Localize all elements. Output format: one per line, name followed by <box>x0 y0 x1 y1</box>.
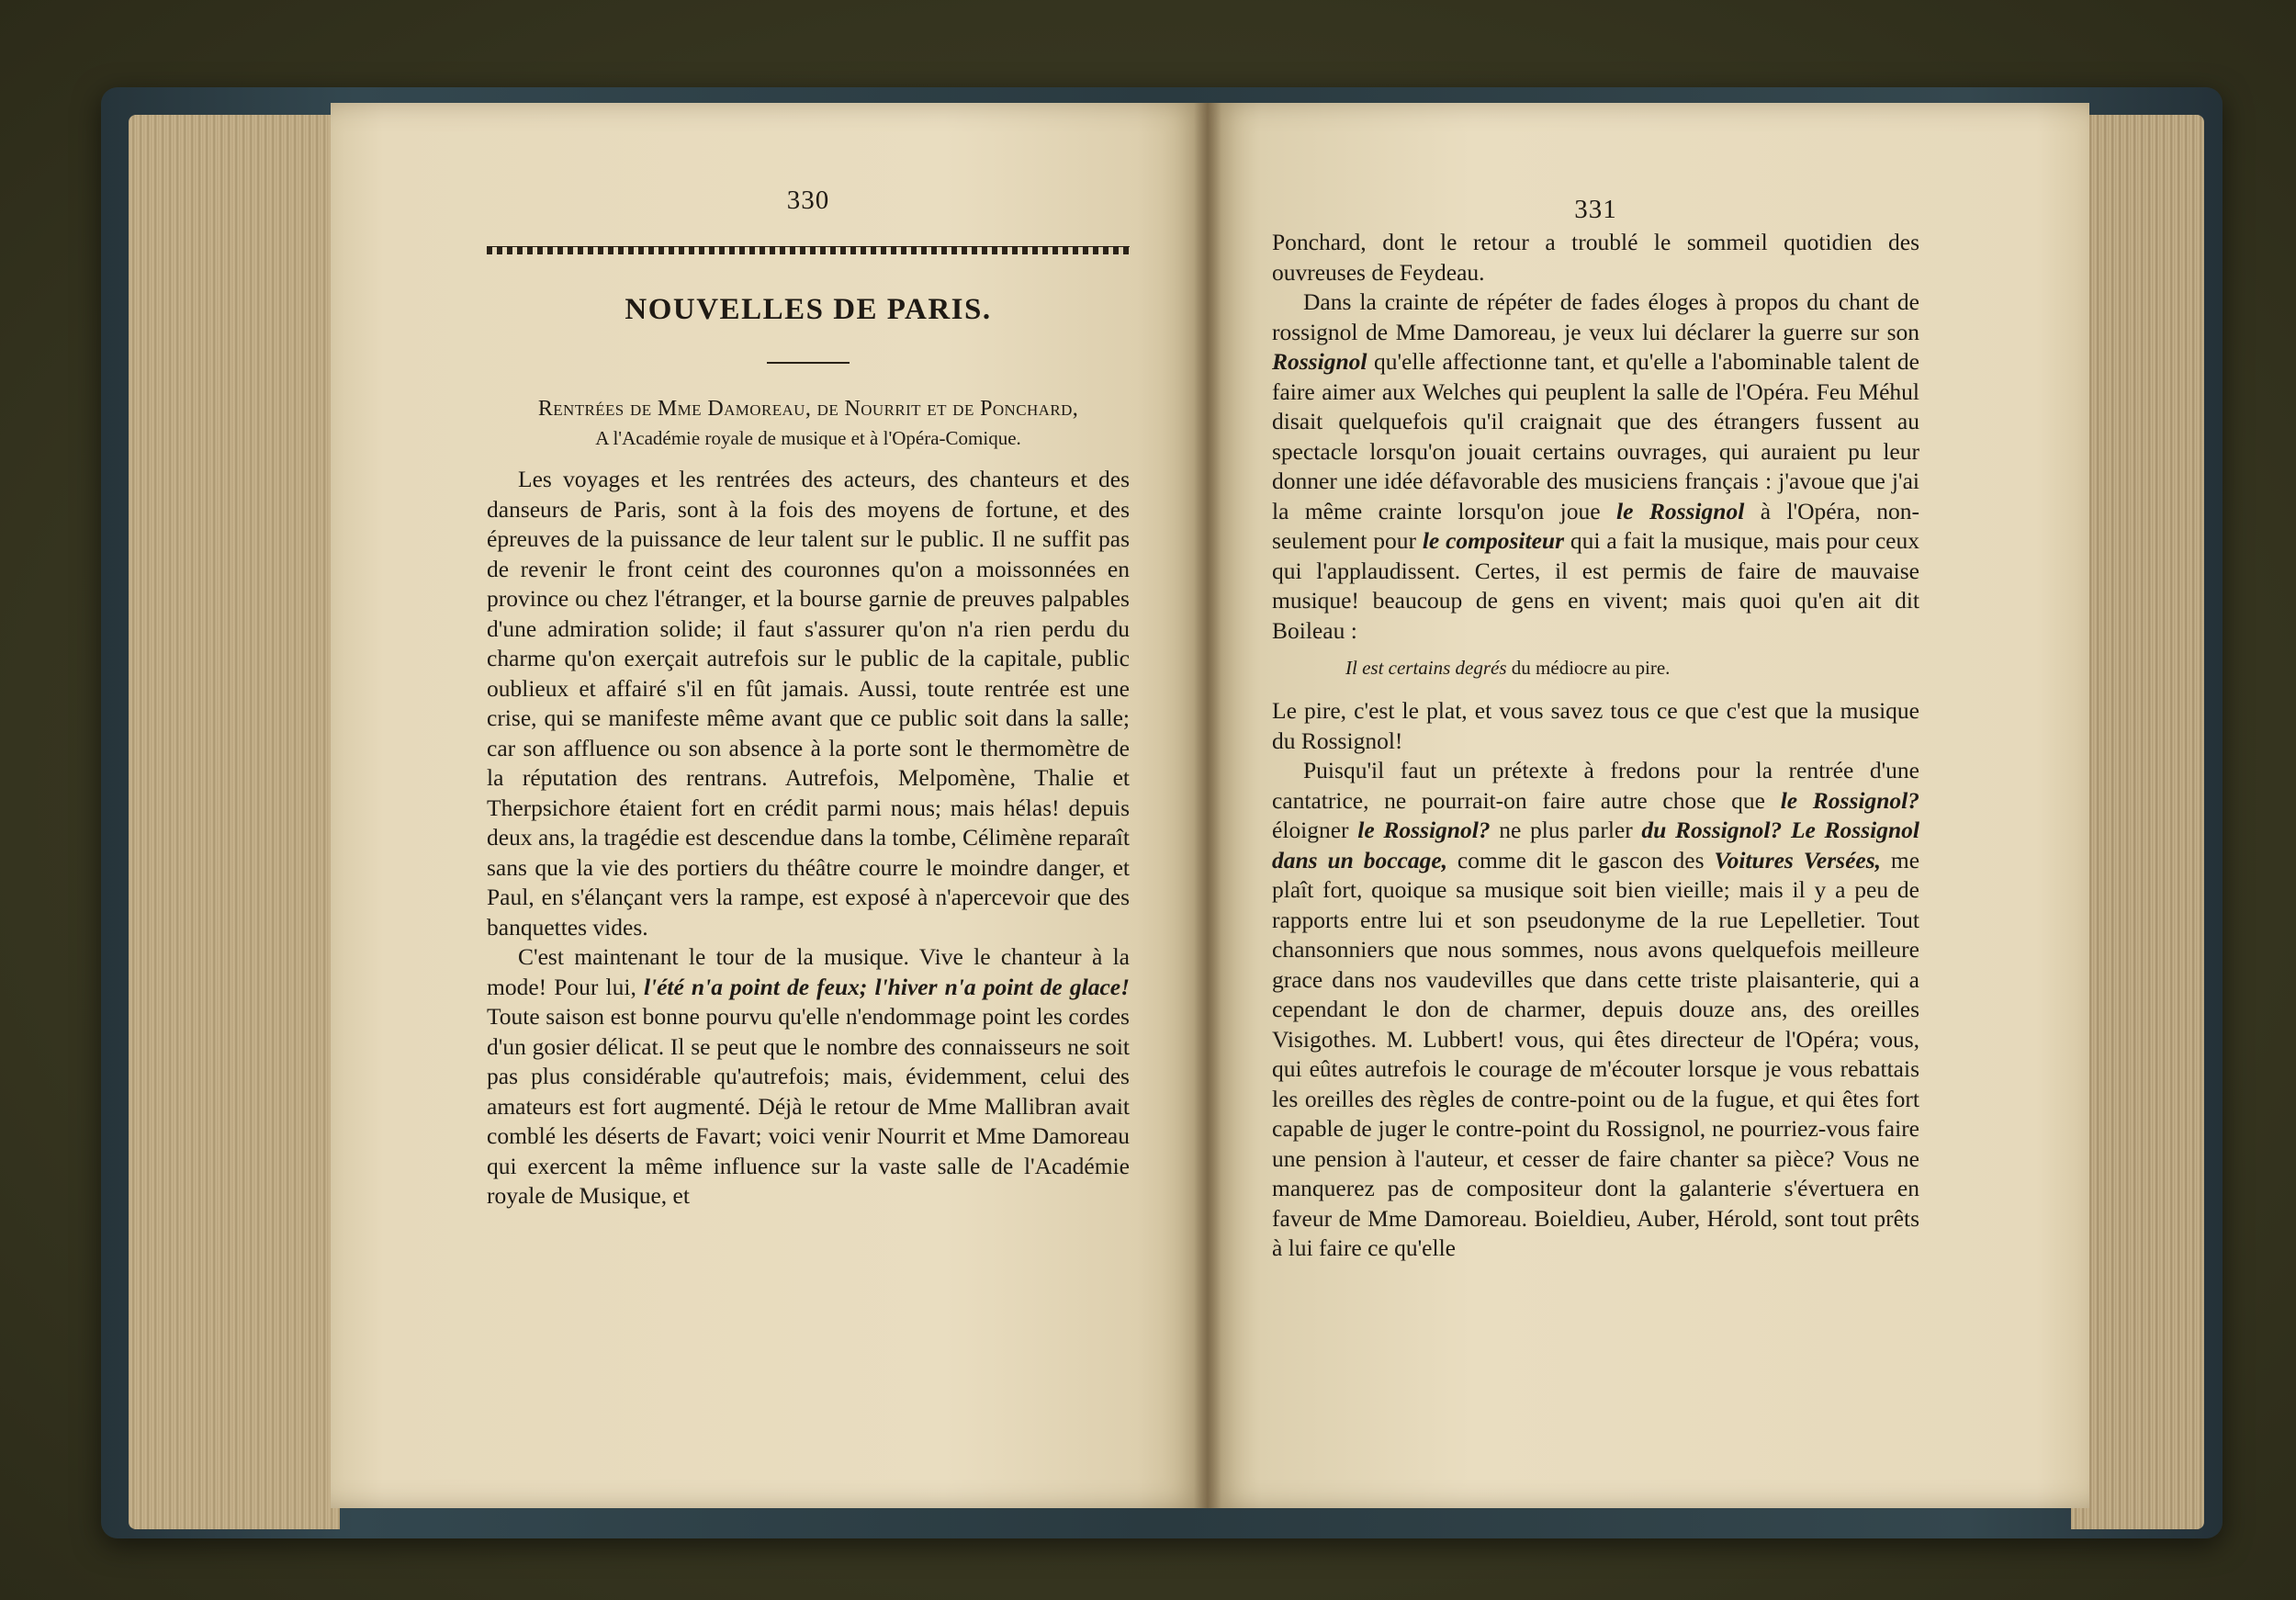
boileau-quote-roman: du médiocre au pire. <box>1511 657 1671 679</box>
right-paragraph-4-part-c: ne plus parler <box>1499 817 1633 843</box>
right-paragraph-2-part-a: Dans la crainte de répéter de fades éloges à propos du chant de rossignol de Mme Damoreau, je veux lui déclarer la guerre sur son <box>1272 288 1919 345</box>
page-edges-left <box>129 115 340 1529</box>
right-paragraph-4-part-b: éloigner <box>1272 817 1349 843</box>
boileau-quote-italic: Il est certains degrés <box>1345 657 1507 679</box>
right-paragraph-4-part-a: Puisqu'il faut un prétexte à fredons pour la rentrée d'une cantatrice, ne pourrait-on faire autre chose que <box>1272 757 1919 814</box>
right-paragraph-1: Ponchard, dont le retour a troublé le sommeil quotidien des ouvreuses de Feydeau. <box>1272 229 1919 286</box>
left-paragraph-2-quote: l'été n'a point de feux; l'hiver n'a point de glace! <box>643 973 1130 1000</box>
right-paragraph-2 <box>1272 287 1919 646</box>
left-paragraph-2-start: C'est maintenant le tour de la musique. Vive le chanteur à la mode! Pour lui, <box>487 943 1130 1000</box>
right-paragraph-3: Le pire, c'est le plat, et vous savez tous ce que c'est que la musique du Rossignol! <box>1272 697 1919 754</box>
article-title: Rentrées de Mme Damoreau, de Nourrit et de Ponchard, <box>537 397 1079 421</box>
page-number-left: 330 <box>786 186 830 215</box>
right-paragraph-2-part-c: à l'Opéra, non-seulement pour <box>1272 497 1919 554</box>
left-paragraph-1: Les voyages et les rentrées des acteurs, des chanteurs et des danseurs de Paris, sont à la fois des moyens de fortune, et des épreuves de la puissance de leur talent sur le public. Il ne suffit pas de revenir le front ceint des couronnes qu'on a moissonnées en province ou chez l'étranger, et la bourse garnie de preuves palpables d'une admiration solide; il faut s'assurer qu'on n'a rien perdu du charme qu'on exerçait autrefois sur le public de la capitale, public oublieux et affairé s'il en fût jamais. Aussi, toute rentrée est une crise, qui se manifeste même avant que ce public soit dans la salle; car son affluence ou son absence à la porte sont le thermomètre de la réputation des rentrans. Autrefois, Melpomène, Thalie et Therpsichore étaient fort en crédit parmi nous; mais hélas! depuis deux ans, la tragédie est descendue dans la tombe, Célimène reparaît sans que la vie des portiers du théâtre courre le moindre danger, et Paul, en s'élançant vers la rampe, est exposé à n'apercevoir que des banquettes vides. <box>487 466 1130 941</box>
right-paragraph-4-italic-2: le Rossignol? <box>1357 817 1491 843</box>
right-paragraph-4-italic-3: du Rossignol? Le Rossignol dans un boccage, <box>1272 817 1920 873</box>
right-paragraph-2-italic-2: le Rossignol <box>1615 497 1745 524</box>
boileau-quote <box>1345 657 1919 680</box>
right-paragraph-2-part-d: qui a fait la musique, mais pour ceux qui l'applaudissent. Certes, il est permis de faire de mauvaise musique! beaucoup de gens en vivent; mais quoi qu'en ait dit Boileau : <box>1272 527 1919 644</box>
right-paragraph-4 <box>1272 756 1919 1264</box>
right-paragraph-2-part-b: qu'elle affectionne tant, et qu'elle a l'abominable talent de faire aimer aux Welches qui peuplent la salle de l'Opéra. Feu Méhul disait quelquefois qu'il craignait que des étrangers fussent au spectacle lorsqu'on jouait certains ouvrages, qui auraient pu leur donner une idée défavorable des musiciens français : j'avoue que j'ai la même crainte lorsqu'on joue <box>1272 348 1920 524</box>
right-paragraph-4-part-d: comme dit le gascon des <box>1457 846 1705 873</box>
right-paragraph-4-italic-1: le Rossignol? <box>1780 786 1919 814</box>
left-page-content <box>487 186 1130 1211</box>
page-edges-right <box>2071 115 2204 1529</box>
book-gutter <box>1194 103 1221 1508</box>
page-number-right: 331 <box>1574 195 1617 224</box>
section-title: NOUVELLES DE PARIS. <box>625 293 992 326</box>
right-page <box>1208 103 2089 1508</box>
article-subtitle: A l'Académie royale de musique et à l'Opéra-Comique. <box>595 427 1021 449</box>
right-paragraph-2-italic-3: le compositeur <box>1422 527 1565 554</box>
right-paragraph-4-part-e: me plaît fort, quoique sa musique soit bien vieille; mais il y a peu de rapports entre lui et son pseudonyme de la rue Lepelletier. Tout chansonniers que nous sommes, nous avons quelquefois meilleure grace dans nos vaudevilles que dans cette triste plaisanterie, qui a cependant le don de charmer, depuis douze ans, des oreilles Visigothes. M. Lubbert! vous, qui êtes directeur de l'Opéra; vous, qui eûtes autrefois le courage de m'écouter lorsque je vous rebattais les oreilles des règles de contre-point ou de la fugue, et qui êtes fort capable de juger le contre-point du Rossignol, ne pourriez-vous faire une pension à l'auteur, et cesser de faire chanter sa pièce? Vous ne manquerez pas de compositeur dont la galanterie s'évertuera en faveur de Mme Damoreau. Boieldieu, Auber, Hérold, sont tout prêts à lui faire ce qu'elle <box>1272 846 1920 1261</box>
right-paragraph-2-italic-1: Rossignol <box>1272 348 1367 375</box>
title-divider <box>767 362 850 364</box>
left-paragraph-2-end: Toute saison est bonne pourvu qu'elle n'endommage point les cordes d'un gosier délicat. Il se peut que le nombre des connaisseurs ne soit pas plus considérable qu'autrefois; mais, évidemment, celui des amateurs est fort augmenté. Déjà le retour de Mme Mallibran avait comblé les déserts de Favart; voici venir Nourrit et Mme Damoreau qui exercent la même influence sur la vaste salle de l'Académie royale de Musique, et <box>487 1003 1130 1209</box>
right-page-content <box>1272 195 1919 1264</box>
left-paragraph-2 <box>487 942 1130 1211</box>
right-paragraph-4-italic-4: Voitures Versées, <box>1714 846 1881 873</box>
left-page <box>331 103 1208 1508</box>
header-rule <box>487 246 1130 254</box>
